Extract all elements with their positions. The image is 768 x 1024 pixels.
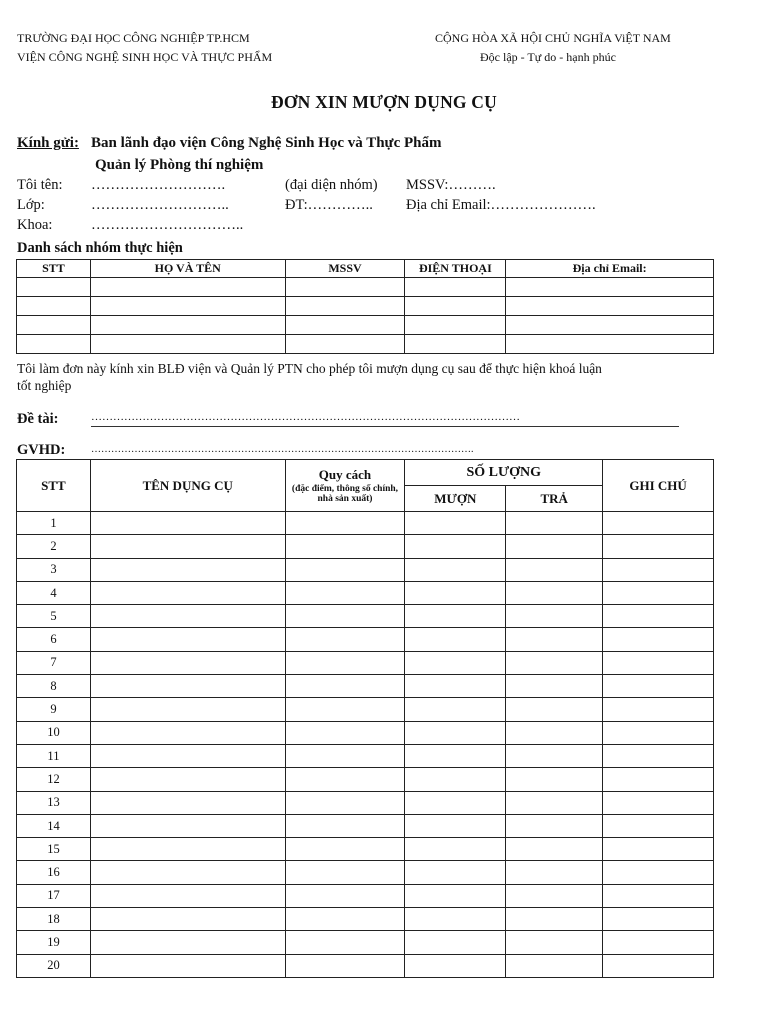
table-cell[interactable] xyxy=(506,316,714,335)
tools-table-body xyxy=(17,512,714,978)
table-cell[interactable] xyxy=(90,814,285,837)
table-cell[interactable] xyxy=(90,605,285,628)
class-field[interactable]: ……………………….. xyxy=(91,197,229,213)
addressee-line1: Ban lãnh đạo viện Công Nghệ Sinh Học và Thực Phẩm xyxy=(91,135,442,151)
table-cell[interactable] xyxy=(506,721,603,744)
table-cell[interactable] xyxy=(405,628,506,651)
national-motto-line1: CỘNG HÒA XÃ HỘI CHỦ NGHĨA ViỆT NAM xyxy=(435,31,671,45)
table-cell[interactable] xyxy=(90,791,285,814)
table-cell[interactable] xyxy=(285,954,405,977)
table-cell[interactable] xyxy=(285,768,405,791)
row-number: 17 xyxy=(17,884,91,907)
national-motto-line2: Độc lập - Tự do - hạnh phúc xyxy=(480,50,616,64)
row-number: 5 xyxy=(17,605,91,628)
tools-col-stt: STT xyxy=(17,460,91,512)
table-cell[interactable] xyxy=(506,278,714,297)
table-cell[interactable] xyxy=(603,744,714,767)
table-cell[interactable] xyxy=(506,768,603,791)
table-cell[interactable] xyxy=(90,721,285,744)
table-row xyxy=(17,675,714,698)
table-cell[interactable] xyxy=(405,512,506,535)
table-cell[interactable] xyxy=(285,297,405,316)
table-cell[interactable] xyxy=(506,581,603,604)
table-cell[interactable] xyxy=(603,721,714,744)
table-cell[interactable] xyxy=(506,884,603,907)
table-row xyxy=(17,558,714,581)
table-row xyxy=(17,297,714,316)
table-cell[interactable] xyxy=(506,651,603,674)
row-number: 9 xyxy=(17,698,91,721)
table-cell[interactable] xyxy=(603,651,714,674)
table-cell[interactable] xyxy=(405,581,506,604)
table-cell[interactable] xyxy=(285,908,405,931)
table-cell[interactable] xyxy=(506,628,603,651)
row-number: 7 xyxy=(17,651,91,674)
table-cell[interactable] xyxy=(285,884,405,907)
members-col-name: HỌ VÀ TÊN xyxy=(90,260,285,278)
table-cell[interactable] xyxy=(405,768,506,791)
row-number: 15 xyxy=(17,838,91,861)
table-row xyxy=(17,931,714,954)
table-cell[interactable] xyxy=(405,884,506,907)
request-text-line1: Tôi làm đơn này kính xin BLĐ viện và Quản lý PTN cho phép tôi mượn dụng cụ sau để thực hiện khoá luận xyxy=(17,361,602,376)
table-row xyxy=(17,814,714,837)
table-cell[interactable] xyxy=(603,838,714,861)
row-number: 13 xyxy=(17,791,91,814)
table-cell[interactable] xyxy=(90,278,285,297)
table-cell[interactable] xyxy=(405,744,506,767)
table-cell[interactable] xyxy=(90,698,285,721)
table-cell[interactable] xyxy=(90,861,285,884)
table-cell[interactable] xyxy=(603,512,714,535)
table-cell[interactable] xyxy=(506,558,603,581)
table-cell[interactable] xyxy=(90,316,285,335)
student-id-field[interactable]: MSSV:………. xyxy=(406,177,496,193)
table-cell[interactable] xyxy=(405,558,506,581)
table-cell[interactable] xyxy=(285,698,405,721)
table-cell[interactable] xyxy=(285,675,405,698)
table-row xyxy=(17,908,714,931)
table-cell[interactable] xyxy=(405,908,506,931)
table-cell[interactable] xyxy=(603,954,714,977)
table-row xyxy=(17,335,714,354)
table-cell[interactable] xyxy=(285,838,405,861)
table-cell[interactable] xyxy=(603,908,714,931)
table-row xyxy=(17,512,714,535)
table-cell[interactable] xyxy=(285,744,405,767)
table-cell[interactable] xyxy=(506,791,603,814)
table-cell[interactable] xyxy=(603,628,714,651)
table-row xyxy=(17,838,714,861)
table-cell[interactable] xyxy=(603,791,714,814)
topic-field[interactable]: ……………………………………………………………………………………………………… xyxy=(91,411,679,427)
table-cell[interactable] xyxy=(603,605,714,628)
table-cell[interactable] xyxy=(506,861,603,884)
table-cell[interactable] xyxy=(285,628,405,651)
table-cell[interactable] xyxy=(405,931,506,954)
table-cell[interactable] xyxy=(506,297,714,316)
table-cell[interactable] xyxy=(405,535,506,558)
tools-col-spec-label: Quy cách xyxy=(318,467,372,482)
table-row xyxy=(17,651,714,674)
table-cell[interactable] xyxy=(603,931,714,954)
table-cell[interactable] xyxy=(17,297,91,316)
table-row xyxy=(17,535,714,558)
tools-col-borrow: MƯỢN xyxy=(405,486,506,512)
addressee-line2: Quản lý Phòng thí nghiệm xyxy=(95,157,264,173)
table-cell[interactable] xyxy=(285,558,405,581)
table-cell[interactable] xyxy=(17,335,91,354)
institution-name: TRƯỜNG ĐẠI HỌC CÔNG NGHIỆP TP.HCM xyxy=(17,31,250,45)
table-cell[interactable] xyxy=(603,558,714,581)
table-cell[interactable] xyxy=(285,335,405,354)
table-cell[interactable] xyxy=(506,512,603,535)
table-cell[interactable] xyxy=(603,581,714,604)
table-cell[interactable] xyxy=(90,838,285,861)
phone-field[interactable]: ĐT:………….. xyxy=(285,197,373,213)
table-cell[interactable] xyxy=(90,954,285,977)
class-label: Lớp: xyxy=(17,197,45,213)
table-cell[interactable] xyxy=(17,278,91,297)
table-cell[interactable] xyxy=(405,316,506,335)
table-cell[interactable] xyxy=(90,884,285,907)
table-cell[interactable] xyxy=(506,675,603,698)
row-number: 3 xyxy=(17,558,91,581)
table-cell[interactable] xyxy=(285,931,405,954)
table-cell[interactable] xyxy=(603,768,714,791)
faculty-label: Khoa: xyxy=(17,217,53,233)
table-cell[interactable] xyxy=(603,675,714,698)
row-number: 4 xyxy=(17,581,91,604)
row-number: 14 xyxy=(17,814,91,837)
table-cell[interactable] xyxy=(405,791,506,814)
request-text-line2: tốt nghiệp xyxy=(17,378,72,393)
email-field[interactable]: Địa chỉ Email:…………………. xyxy=(406,197,596,213)
table-cell[interactable] xyxy=(506,931,603,954)
table-cell[interactable] xyxy=(506,605,603,628)
table-cell[interactable] xyxy=(506,335,714,354)
table-cell[interactable] xyxy=(603,814,714,837)
table-cell[interactable] xyxy=(90,581,285,604)
row-number: 8 xyxy=(17,675,91,698)
row-number: 19 xyxy=(17,931,91,954)
row-number: 12 xyxy=(17,768,91,791)
table-cell[interactable] xyxy=(603,698,714,721)
table-cell[interactable] xyxy=(90,628,285,651)
table-cell[interactable] xyxy=(285,861,405,884)
tools-table xyxy=(16,459,714,978)
tools-col-spec-note: (đặc điểm, thông số chính, nhà sản xuất) xyxy=(291,484,399,504)
members-col-phone: ĐIỆN THOẠI xyxy=(405,260,506,278)
name-field[interactable]: ………………………. xyxy=(91,177,226,193)
row-number: 10 xyxy=(17,721,91,744)
table-cell[interactable] xyxy=(90,675,285,698)
row-number: 2 xyxy=(17,535,91,558)
tools-col-name: TÊN DỤNG CỤ xyxy=(90,460,285,512)
table-cell[interactable] xyxy=(90,931,285,954)
group-rep-label: (đại diện nhóm) xyxy=(285,177,378,193)
table-cell[interactable] xyxy=(405,698,506,721)
table-cell[interactable] xyxy=(506,744,603,767)
page-title: ĐƠN XIN MƯỢN DỤNG CỤ xyxy=(271,92,497,112)
table-cell[interactable] xyxy=(90,768,285,791)
table-cell[interactable] xyxy=(285,278,405,297)
table-cell[interactable] xyxy=(285,791,405,814)
table-cell[interactable] xyxy=(90,535,285,558)
table-cell[interactable] xyxy=(285,651,405,674)
topic-label: Đề tài: xyxy=(17,411,59,427)
faculty-field[interactable]: ………………………….. xyxy=(91,217,244,233)
table-row xyxy=(17,791,714,814)
advisor-field[interactable]: ……………………………………………………………………………………………………. xyxy=(91,444,474,455)
row-number: 11 xyxy=(17,744,91,767)
row-number: 1 xyxy=(17,512,91,535)
table-cell[interactable] xyxy=(285,535,405,558)
table-cell[interactable] xyxy=(285,581,405,604)
table-cell[interactable] xyxy=(405,814,506,837)
institute-name: VIỆN CÔNG NGHỆ SINH HỌC VÀ THỰC PHẨM xyxy=(17,50,273,64)
row-number: 16 xyxy=(17,861,91,884)
table-cell[interactable] xyxy=(405,954,506,977)
table-cell[interactable] xyxy=(90,744,285,767)
table-cell[interactable] xyxy=(90,297,285,316)
table-cell[interactable] xyxy=(90,651,285,674)
table-cell[interactable] xyxy=(405,651,506,674)
table-cell[interactable] xyxy=(405,838,506,861)
table-cell[interactable] xyxy=(17,316,91,335)
row-number: 6 xyxy=(17,628,91,651)
table-cell[interactable] xyxy=(90,512,285,535)
table-cell[interactable] xyxy=(506,908,603,931)
addressee-label: Kính gửi: xyxy=(17,135,79,151)
table-row xyxy=(17,581,714,604)
members-table xyxy=(16,259,714,354)
table-cell[interactable] xyxy=(603,884,714,907)
table-cell[interactable] xyxy=(405,297,506,316)
table-row xyxy=(17,744,714,767)
table-row xyxy=(17,954,714,977)
tools-col-spec xyxy=(285,460,405,512)
table-cell[interactable] xyxy=(90,558,285,581)
table-row xyxy=(17,698,714,721)
members-col-stt: STT xyxy=(17,260,91,278)
tools-col-note: GHI CHÚ xyxy=(603,460,714,512)
table-cell[interactable] xyxy=(285,814,405,837)
table-row xyxy=(17,861,714,884)
tools-col-return: TRẢ xyxy=(506,486,603,512)
table-cell[interactable] xyxy=(603,861,714,884)
table-cell[interactable] xyxy=(405,335,506,354)
table-cell[interactable] xyxy=(285,512,405,535)
table-cell[interactable] xyxy=(285,316,405,335)
table-cell[interactable] xyxy=(506,535,603,558)
table-row xyxy=(17,884,714,907)
row-number: 18 xyxy=(17,908,91,931)
advisor-label: GVHD: xyxy=(17,442,66,458)
table-row xyxy=(17,628,714,651)
table-cell[interactable] xyxy=(506,814,603,837)
row-number: 20 xyxy=(17,954,91,977)
table-cell[interactable] xyxy=(506,698,603,721)
members-heading: Danh sách nhóm thực hiện xyxy=(17,240,183,256)
table-cell[interactable] xyxy=(506,954,603,977)
members-col-email: Địa chỉ Email: xyxy=(506,260,714,278)
table-cell[interactable] xyxy=(405,278,506,297)
table-cell[interactable] xyxy=(405,861,506,884)
name-label: Tôi tên: xyxy=(17,177,63,193)
table-row xyxy=(17,768,714,791)
table-cell[interactable] xyxy=(285,721,405,744)
table-cell[interactable] xyxy=(506,838,603,861)
table-row xyxy=(17,278,714,297)
table-cell[interactable] xyxy=(285,605,405,628)
table-cell[interactable] xyxy=(603,535,714,558)
table-cell[interactable] xyxy=(405,675,506,698)
table-row xyxy=(17,605,714,628)
table-cell[interactable] xyxy=(405,605,506,628)
table-cell[interactable] xyxy=(90,908,285,931)
members-col-mssv: MSSV xyxy=(285,260,405,278)
table-row xyxy=(17,721,714,744)
table-cell[interactable] xyxy=(405,721,506,744)
tools-col-quantity: SỐ LƯỢNG xyxy=(405,460,603,486)
table-row xyxy=(17,316,714,335)
table-cell[interactable] xyxy=(90,335,285,354)
